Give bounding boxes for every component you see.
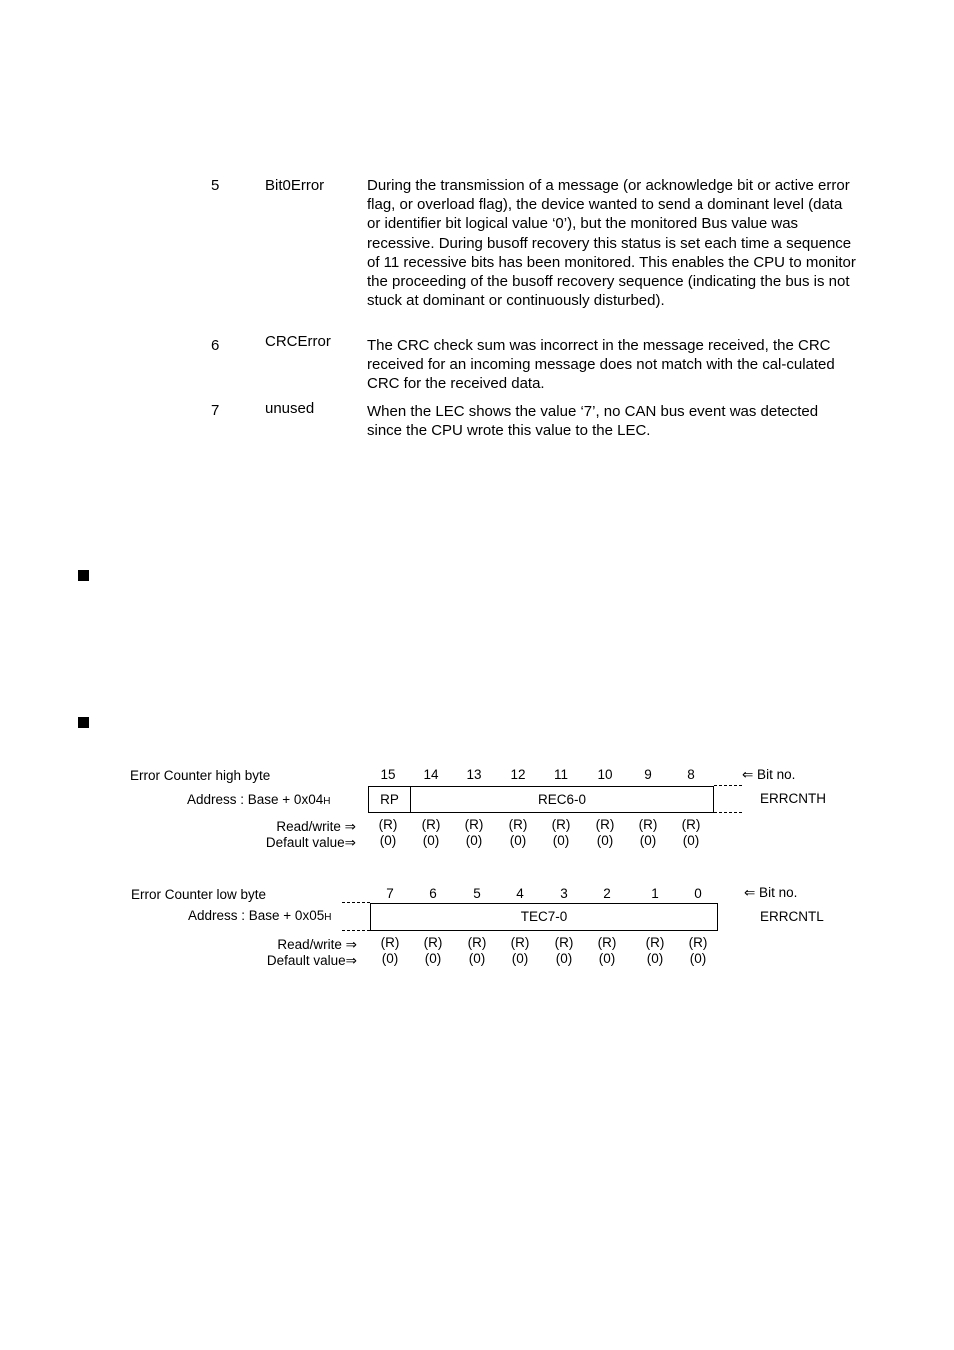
rw-cell: (R) (0) — [510, 935, 530, 966]
reg-high-default-label: Default value⇒ — [265, 835, 356, 850]
lec-row-7-name: unused — [265, 400, 315, 417]
rw-cell: (R) (0) — [681, 817, 701, 848]
reg-low-bit-numbers — [370, 886, 720, 904]
bit-number: 5 — [473, 886, 481, 901]
rw-cell: (R) (0) — [645, 935, 665, 966]
tec-field-label: TEC7-0 — [520, 909, 568, 924]
bit-number: 3 — [560, 886, 568, 901]
reg-low-dash-top — [342, 902, 370, 903]
rw-cell: (R) (0) — [595, 817, 615, 848]
section-bullet-2 — [78, 717, 89, 728]
lec-row-6-name: CRCError — [265, 333, 331, 350]
reg-high-dash-bottom — [714, 812, 742, 813]
lec-row-7-description: When the LEC shows the value ‘7’, no CAN bus event was detected since the CPU wrote this value to the LEC. — [367, 403, 819, 440]
bit-number: 12 — [510, 767, 526, 782]
rw-cell: (R) (0) — [421, 817, 441, 848]
bit-number: 14 — [423, 767, 439, 782]
bit-number: 1 — [651, 886, 659, 901]
reg-high-title: Error Counter high byte — [130, 768, 271, 783]
reg-high-name: ERRCNTH — [760, 791, 826, 806]
reg-low-rw-label: Read/write ⇒ — [277, 937, 357, 952]
bit-number: 13 — [466, 767, 482, 782]
rw-cell: (R) (0) — [688, 935, 708, 966]
rw-cell: (R) (0) — [551, 817, 571, 848]
reg-high-address: Address : Base + 0x04H — [187, 792, 331, 807]
lec-row-5-name: Bit0Error — [265, 177, 325, 194]
bit-number: 4 — [516, 886, 524, 901]
bit-number: 10 — [597, 767, 613, 782]
reg-low-tec-field — [370, 903, 718, 931]
reg-high-bit-no-label: ⇐ Bit no. — [742, 767, 796, 782]
rw-cell: (R) (0) — [378, 817, 398, 848]
rw-cell: (R) (0) — [508, 817, 528, 848]
reg-high-rw-values — [368, 817, 718, 851]
rp-field-label: RP — [380, 792, 399, 807]
reg-low-bit-no-label: ⇐ Bit no. — [744, 885, 798, 900]
reg-high-rec-field — [410, 786, 714, 813]
rw-cell: (R) (0) — [597, 935, 617, 966]
bit-number: 15 — [380, 767, 396, 782]
reg-high-rp-field — [368, 786, 411, 813]
reg-low-dash-bottom — [342, 930, 370, 931]
rw-cell: (R) (0) — [464, 817, 484, 848]
bit-number: 6 — [429, 886, 437, 901]
reg-low-default-label: Default value⇒ — [266, 953, 357, 968]
section-bullet-1 — [78, 570, 89, 581]
bit-number: 0 — [694, 886, 702, 901]
rw-cell: (R) (0) — [467, 935, 487, 966]
reg-high-dash-top — [714, 785, 742, 786]
lec-row-7-number: 7 — [211, 402, 220, 419]
rw-cell: (R) (0) — [423, 935, 443, 966]
rw-cell: (R) (0) — [638, 817, 658, 848]
rw-cell: (R) (0) — [554, 935, 574, 966]
bit-number: 2 — [603, 886, 611, 901]
reg-low-address: Address : Base + 0x05H — [188, 908, 332, 923]
bit-number: 8 — [687, 767, 695, 782]
reg-high-bit-numbers — [368, 767, 718, 785]
lec-row-6-description: The CRC check sum was incorrect in the message received, the CRC received for an incoming message does not match with the cal-culated CRC for the received data. — [367, 337, 835, 393]
bit-number: 7 — [386, 886, 394, 901]
lec-row-5-description: During the transmission of a message (or acknowledge bit or active error flag, or overload flag), the device wanted to send a dominant level (data or identifier bit logical value ‘0’), but the monitored Bus value was recessive. During busoff recovery this status is set each time a sequence of 11 recessive bits has been monitored. This enables the CPU to monitor the proceeding of the busoff recovery sequence (indicating the bus is not stuck at dominant or continuously disturbed). — [367, 177, 856, 310]
bit-number: 9 — [644, 767, 652, 782]
reg-low-title: Error Counter low byte — [131, 887, 267, 902]
rec-field-label: REC6-0 — [537, 792, 586, 807]
bit-number: 11 — [553, 767, 568, 782]
reg-low-rw-values — [370, 935, 720, 969]
reg-high-rw-label: Read/write ⇒ — [276, 819, 356, 834]
lec-row-6-number: 6 — [211, 337, 220, 354]
rw-cell: (R) (0) — [380, 935, 400, 966]
reg-low-name: ERRCNTL — [760, 909, 824, 924]
lec-row-5-number: 5 — [211, 177, 220, 194]
